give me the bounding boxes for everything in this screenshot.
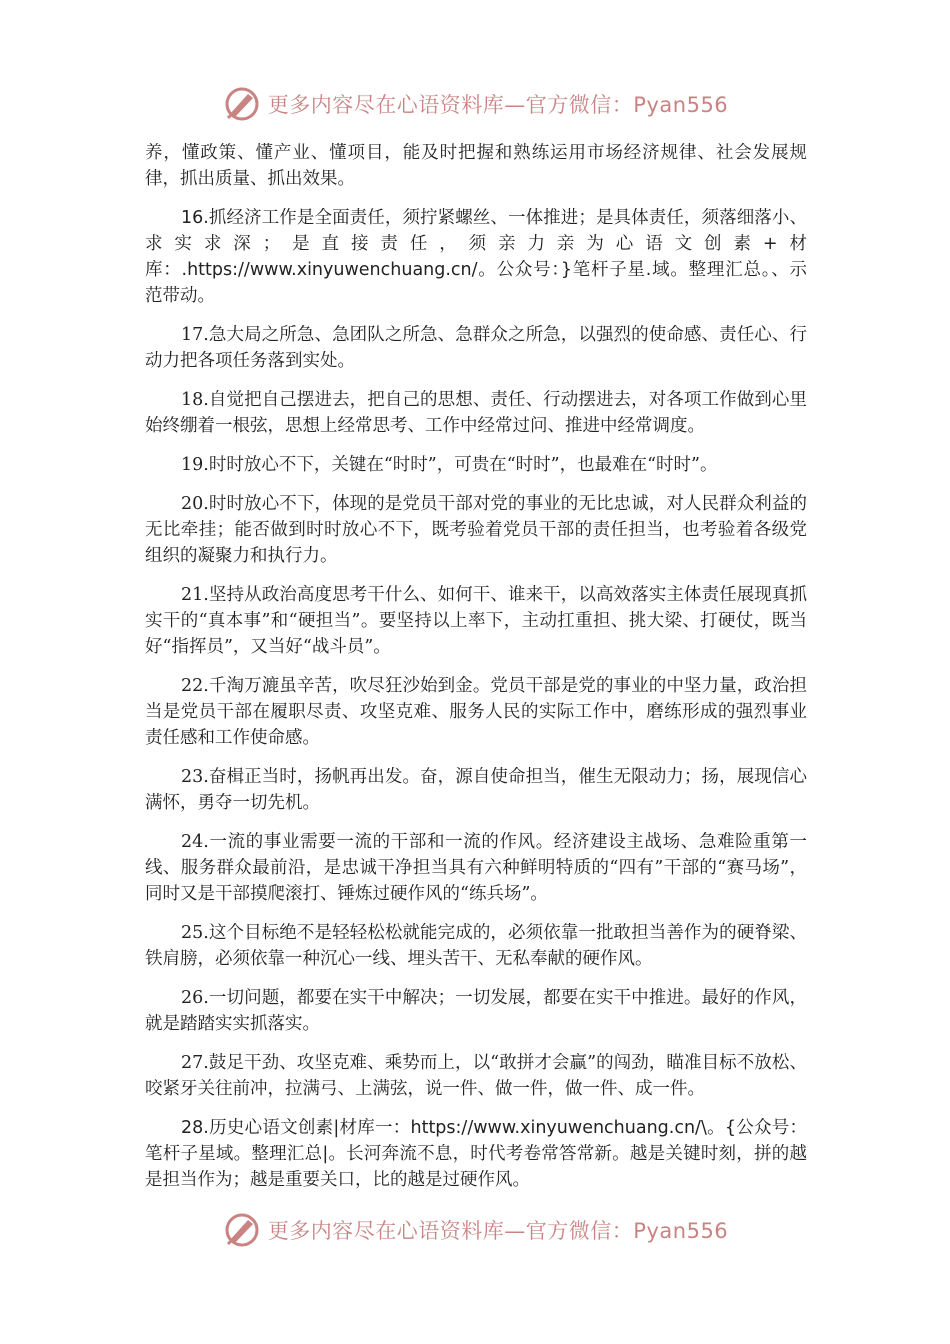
paragraph-28: 28.历史心语文创素|材库一：https://www.xinyuwenchuang.cn/\。{公众号：笔杆子星域。整理汇总|。长河奔流不息，时代考卷常答常新。越是关键时刻，拼的越是担当作为；越是重要关口，比的越是过硬作风。 <box>145 1118 807 1190</box>
paragraph-25: 25.这个目标绝不是轻轻松松就能完成的，必须依靠一批敢担当善作为的硬脊梁、铁肩膀，必须依靠一种沉心一线、埋头苦干、无私奉献的硬作风。 <box>145 923 807 969</box>
pen-nib-icon <box>222 84 262 124</box>
paragraph-21: 21.坚持从政治高度思考干什么、如何干、谁来干，以高效落实主体责任展现真抓实干的“真本事”和“硬担当”。要坚持以上率下，主动扛重担、挑大梁、打硬仗，既当好“指挥员”，又当好“战斗员”。 <box>145 585 807 657</box>
paragraph-19: 19.时时放心不下，关键在“时时”，可贵在“时时”，也最难在“时时”。 <box>181 455 718 475</box>
footer-banner <box>0 1208 950 1252</box>
paragraph-23: 23.奋楫正当时，扬帆再出发。奋，源自使命担当，催生无限动力；扬，展现信心满怀，勇夺一切先机。 <box>145 767 807 813</box>
header-banner-text: 更多内容尽在心语资料库—官方微信：Pyan556 <box>267 93 729 117</box>
paragraph-17: 17.急大局之所急、急团队之所急、急群众之所急，以强烈的使命感、责任心、行动力把各项任务落到实处。 <box>145 325 807 371</box>
paragraph-27: 27.鼓足干劲、攻坚克难、乘势而上，以“敢拼才会赢”的闯劲，瞄准目标不放松、咬紧牙关往前冲，拉满弓、上满弦，说一件、做一件，做一件、成一件。 <box>145 1053 807 1099</box>
paragraph-24: 24.一流的事业需要一流的干部和一流的作风。经济建设主战场、急难险重第一线、服务群众最前沿，是忠诚干净担当具有六种鲜明特质的“四有”干部的“赛马场”，同时又是干部摸爬滚打、锤炼过硬作风的“练兵场”。 <box>145 832 807 904</box>
pen-nib-icon <box>222 1210 262 1250</box>
paragraph-continuation: 养，懂政策、懂产业、懂项目，能及时把握和熟练运用市场经济规律、社会发展规律，抓出质量、抓出效果。 <box>145 143 807 189</box>
footer-banner-text: 更多内容尽在心语资料库—官方微信：Pyan556 <box>267 1219 729 1243</box>
paragraph-18: 18.自觉把自己摆进去，把自己的思想、责任、行动摆进去，对各项工作做到心里始终绷着一根弦，思想上经常思考、工作中经常过问、推进中经常调度。 <box>145 390 807 436</box>
paragraph-26: 26.一切问题，都要在实干中解决；一切发展，都要在实干中推进。最好的作风，就是踏踏实实抓落实。 <box>145 988 807 1034</box>
paragraph-16: 16.抓经济工作是全面责任，须拧紧螺丝、一体推进；是具体责任，须落细落小、求实求深；是直接责任，须亲力亲为心语文创素+材库：.https://www.xinyuwenchuang.cn/。公众号：}笔杆子星.域。整理汇总。、示范带动。 <box>145 208 807 306</box>
paragraph-20: 20.时时放心不下，体现的是党员干部对党的事业的无比忠诚，对人民群众利益的无比牵挂；能否做到时时放心不下，既考验着党员干部的责任担当，也考验着各级党组织的凝聚力和执行力。 <box>145 494 807 566</box>
document-body <box>145 140 807 1206</box>
paragraph-22: 22.千淘万漉虽辛苦，吹尽狂沙始到金。党员干部是党的事业的中坚力量，政治担当是党员干部在履职尽责、攻坚克难、服务人民的实际工作中，磨练形成的强烈事业责任感和工作使命感。 <box>145 676 807 748</box>
header-banner <box>0 82 950 126</box>
